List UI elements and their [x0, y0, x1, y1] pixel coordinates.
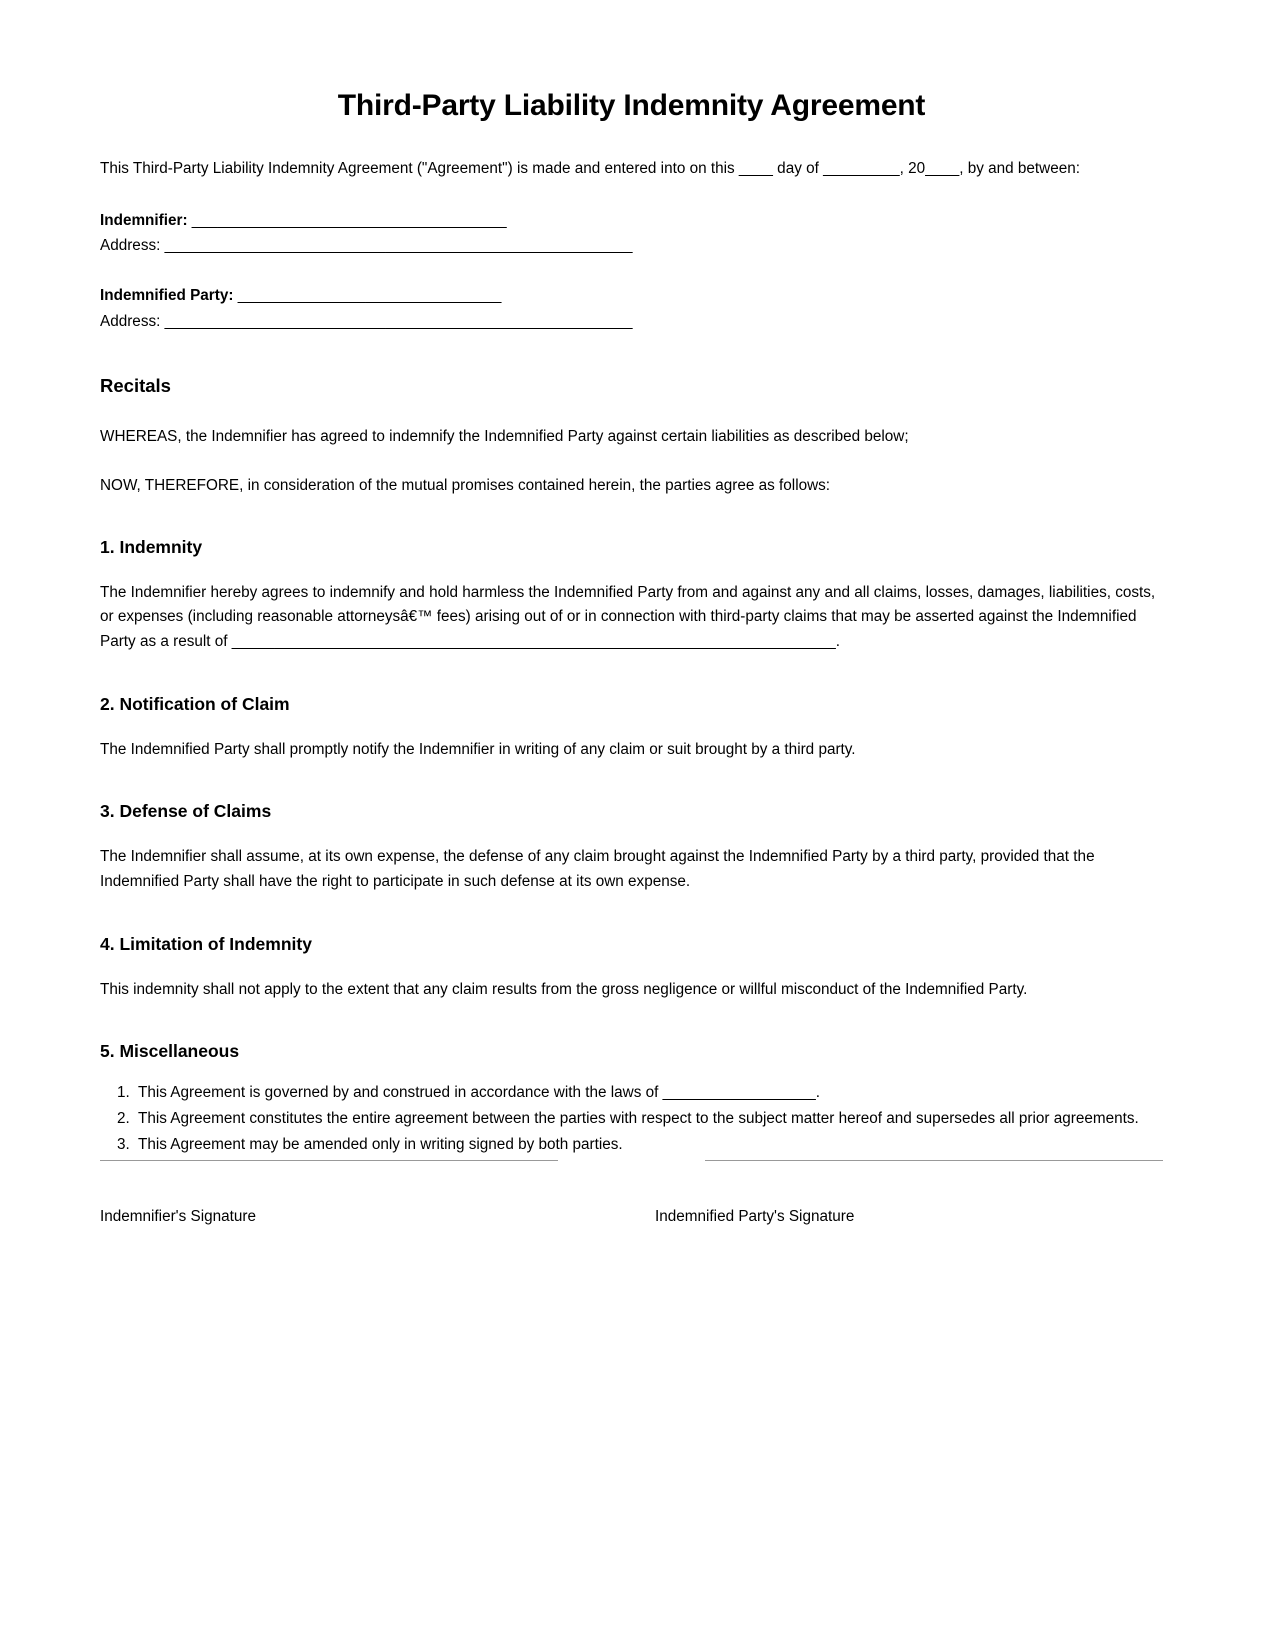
signature-labels — [100, 1161, 1163, 1226]
signature-line-indemnifier[interactable] — [100, 1160, 558, 1161]
page-title: Third-Party Liability Indemnity Agreement — [337, 89, 926, 122]
intro-paragraph: This Third-Party Liability Indemnity Agreement ("Agreement") is made and entered into on this ____ day of _________, 20____, by and between: — [100, 160, 1080, 177]
indemnified-party-address-label: Address: — [100, 312, 161, 330]
list-item: 1. This Agreement is governed by and construed in accordance with the laws of __________________. — [134, 1081, 1163, 1106]
recitals-now-therefore-paragraph: NOW, THEREFORE, in consideration of the mutual promises contained herein, the parties agree as follows: — [100, 477, 831, 495]
recitals-heading: Recitals — [100, 375, 171, 397]
indemnifier-block — [100, 181, 1163, 259]
signature-label-indemnifier: Indemnifier's Signature — [100, 1208, 256, 1225]
section-body-limitation-of-indemnity: This indemnity shall not apply to the extent that any claim results from the gross negligence or willful misconduct of the Indemnified Party. — [100, 980, 1028, 998]
section-heading-notification-of-claim: 2. Notification of Claim — [100, 693, 290, 714]
section-heading-limitation-of-indemnity: 4. Limitation of Indemnity — [100, 933, 312, 954]
indemnifier-blank-field[interactable]: _____________________________________ — [191, 211, 507, 229]
indemnifier-label: Indemnifier: — [100, 211, 188, 229]
indemnifier-address-label: Address: — [100, 237, 161, 255]
section-heading-defense-of-claims: 3. Defense of Claims — [100, 801, 272, 822]
indemnified-party-blank-field[interactable]: _______________________________ — [237, 287, 502, 305]
signature-line-indemnified-party[interactable] — [705, 1160, 1163, 1161]
section-body-defense-of-claims: The Indemnifier shall assume, at its own expense, the defense of any claim brought against the Indemnified Party by a third party, provided that the Indemnified Party shall have the right to participate in such defense at its own expense. — [100, 848, 1095, 890]
indemnified-party-address-line — [100, 309, 1163, 335]
miscellaneous-list — [100, 1063, 1163, 1157]
section-body-indemnity: The Indemnifier hereby agrees to indemnify and hold harmless the Indemnified Party from and against any and all claims, losses, damages, liabilities, costs, or expenses (including reasonable attorneysâ€™ fees) arising out of or in connection with third-party claims that may be asserted against the Indemnified Party as a result of _______________________________________________________________________. — [100, 583, 1156, 651]
recitals-whereas-paragraph: WHEREAS, the Indemnifier has agreed to indemnify the Indemnified Party against certain liabilities as described below; — [100, 427, 909, 445]
indemnifier-line — [100, 208, 1163, 234]
indemnifier-address-blank-field[interactable]: _______________________________________________________ — [164, 237, 633, 255]
list-item: 2. This Agreement constitutes the entire agreement between the parties with respect to the subject matter hereof and supersedes all prior agreements. — [134, 1107, 1163, 1132]
signature-label-indemnified-party: Indemnified Party's Signature — [655, 1208, 855, 1225]
indemnified-party-line — [100, 283, 1163, 309]
section-body-notification-of-claim: The Indemnified Party shall promptly notify the Indemnifier in writing of any claim or suit brought by a third party. — [100, 740, 856, 758]
indemnified-party-label: Indemnified Party: — [100, 287, 234, 305]
signature-area — [100, 1160, 1163, 1226]
list-item: 3. This Agreement may be amended only in writing signed by both parties. — [134, 1133, 1163, 1158]
section-heading-miscellaneous: 5. Miscellaneous — [100, 1041, 240, 1062]
indemnified-party-address-blank-field[interactable]: _______________________________________________________ — [164, 312, 633, 330]
indemnifier-address-line — [100, 233, 1163, 259]
indemnified-party-block — [100, 259, 1163, 334]
section-heading-indemnity: 1. Indemnity — [100, 536, 203, 557]
